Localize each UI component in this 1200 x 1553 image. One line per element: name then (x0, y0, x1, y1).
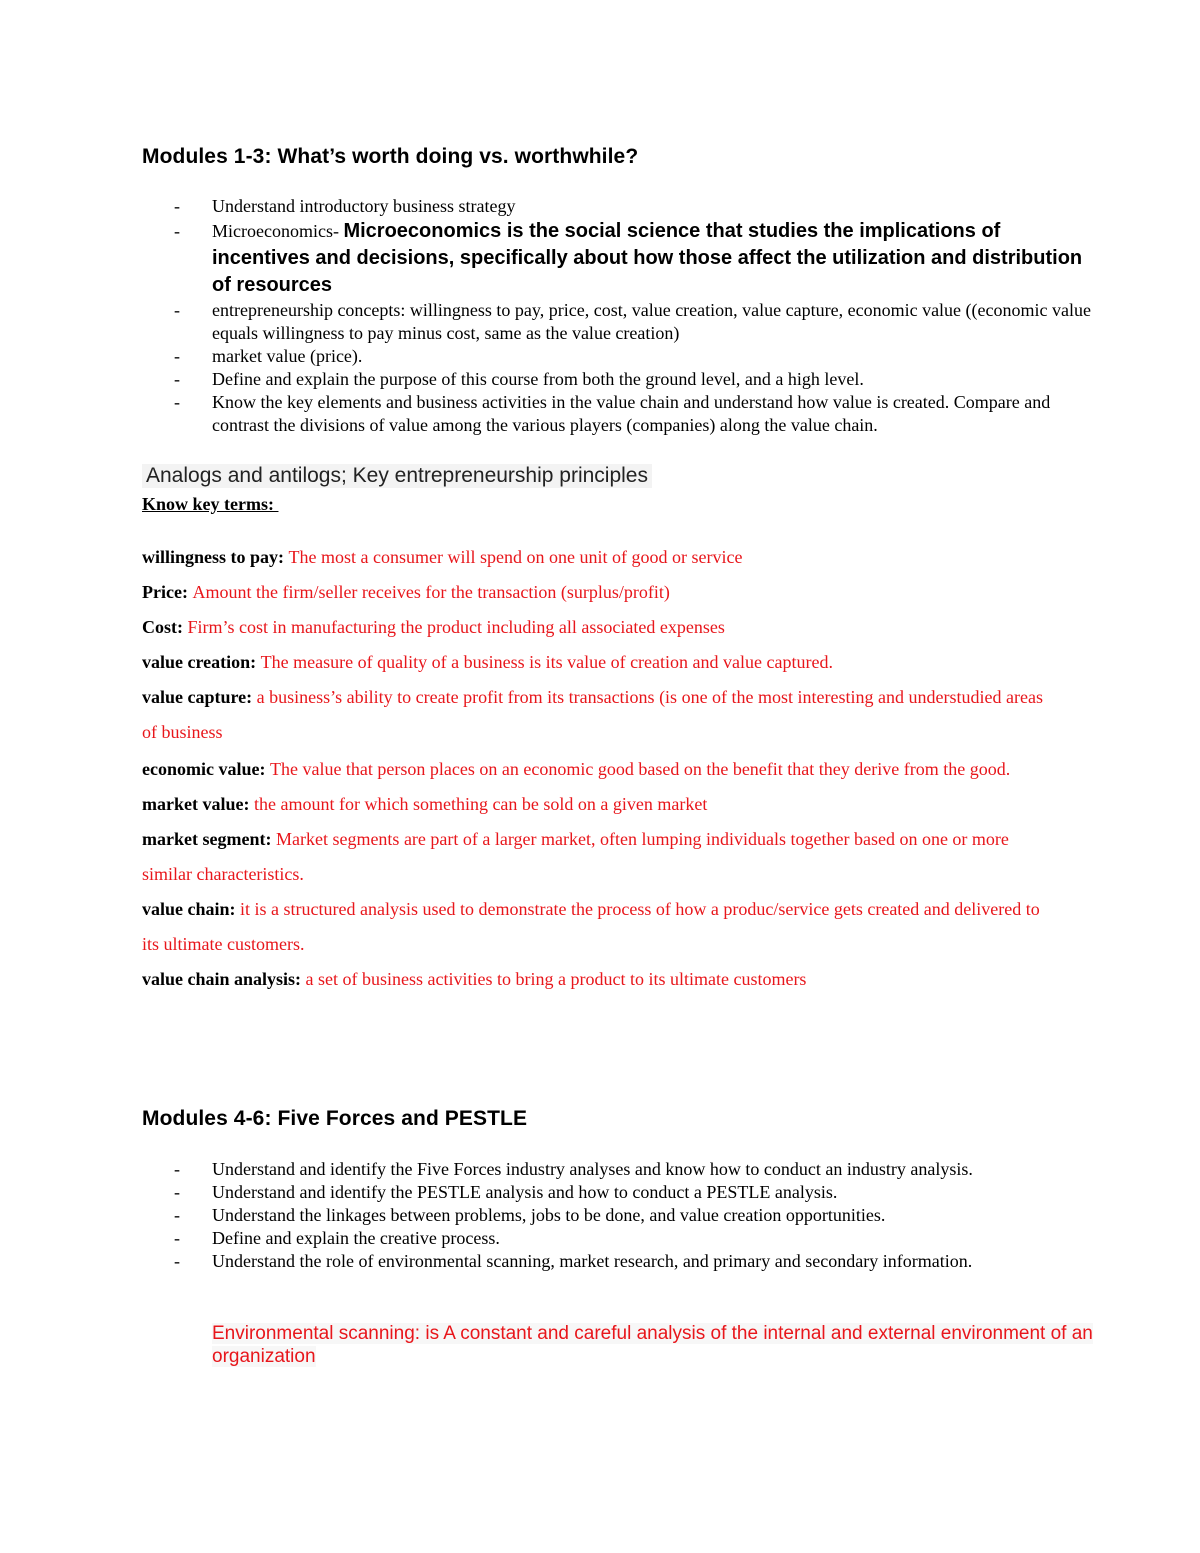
term-entry (142, 540, 1052, 575)
term-definition: a set of business activities to bring a product to its ultimate customers (305, 969, 807, 989)
analogs-subheading: Analogs and antilogs; Key entrepreneurship principles (142, 464, 652, 488)
term-definition: The most a consumer will spend on one unit of good or service (288, 547, 743, 567)
section2-heading: Modules 4-6: Five Forces and PESTLE (142, 1107, 528, 1130)
bullet-text: Understand and identify the Five Forces industry analyses and know how to conduct an industry analysis. (212, 1159, 973, 1179)
list-item (174, 299, 1092, 345)
bullet-text: entrepreneurship concepts: willingness to pay, price, cost, value creation, value capture, economic value ((economic value equals willingness to pay minus cost, same as the value creation) (212, 300, 1091, 343)
term-entry (142, 752, 1052, 787)
term-label: value creation: (142, 652, 261, 672)
list-item (174, 1204, 1092, 1227)
term-label: economic value: (142, 759, 270, 779)
list-item (174, 218, 1092, 299)
term-label: value chain: (142, 899, 241, 919)
list-item (174, 391, 1092, 437)
list-item (174, 1250, 1092, 1273)
bullet-dash: - (174, 196, 180, 216)
term-entry (142, 575, 1052, 610)
bullet-text: Understand introductory business strategy (212, 196, 516, 216)
list-item (174, 345, 1092, 368)
term-definition: Firm’s cost in manufacturing the product including all associated expenses (187, 617, 725, 637)
bullet-text: Understand the role of environmental scanning, market research, and primary and secondary information. (212, 1251, 973, 1271)
term-label: Cost: (142, 617, 188, 637)
section1-bullet-list (174, 195, 1092, 437)
term-label: market segment: (142, 829, 276, 849)
term-entry (142, 822, 1052, 892)
bullet-dash: - (174, 1251, 180, 1271)
environmental-scanning-text: Environmental scanning: is A constant and careful analysis of the internal and external environment of an organization (212, 1323, 1093, 1367)
bullet-dash: - (174, 1159, 180, 1179)
bullet-dash: - (174, 1228, 180, 1248)
term-label: value capture: (142, 687, 257, 707)
term-label: market value: (142, 794, 254, 814)
term-definition: it is a structured analysis used to demonstrate the process of how a produc/service gets created and delivered to its ultimate customers. (142, 899, 1040, 954)
term-entry (142, 787, 1052, 822)
list-item (174, 1181, 1092, 1204)
term-entry (142, 892, 1052, 962)
term-definition: The value that person places on an economic good based on the benefit that they derive from the good. (269, 759, 1011, 779)
bullet-text: Define and explain the creative process. (212, 1228, 500, 1248)
know-key-terms-heading: Know key terms: (142, 494, 279, 514)
list-item (174, 1158, 1092, 1181)
bullet-dash: - (174, 392, 180, 412)
bullet-dash: - (174, 1182, 180, 1202)
term-definition: The measure of quality of a business is its value of creation and value captured. (260, 652, 833, 672)
bullet-text: Understand the linkages between problems, jobs to be done, and value creation opportunities. (212, 1205, 886, 1225)
term-definition: Amount the firm/seller receives for the transaction (surplus/profit) (192, 582, 670, 602)
bullet-text: Define and explain the purpose of this course from both the ground level, and a high level. (212, 369, 864, 389)
term-entry (142, 610, 1052, 645)
term-label: willingness to pay: (142, 547, 289, 567)
bullet-dash: - (174, 221, 180, 241)
term-definition: Market segments are part of a larger market, often lumping individuals together based on one or more similar characteristics. (142, 829, 1009, 884)
term-definition: a business’s ability to create profit from its transactions (is one of the most interesting and understudied areas of business (142, 687, 1043, 742)
microeconomics-definition: Microeconomics is the social science that studies the implications of incentives and decisions, specifically about how those affect the utilization and distribution of resources (212, 220, 1083, 296)
bullet-text: Know the key elements and business activities in the value chain and understand how value is created. Compare and contrast the divisions of value among the various players (companies) along the value chain. (212, 392, 1051, 435)
environmental-scanning-note (212, 1322, 1142, 1368)
term-entry (142, 645, 1052, 680)
bullet-dash: - (174, 1205, 180, 1225)
term-label: value chain analysis: (142, 969, 306, 989)
bullet-text: Understand and identify the PESTLE analysis and how to conduct a PESTLE analysis. (212, 1182, 838, 1202)
bullet-dash: - (174, 300, 180, 320)
term-definition: the amount for which something can be sold on a given market (253, 794, 708, 814)
list-item (174, 195, 1092, 218)
term-entry (142, 680, 1052, 750)
bullet-text: market value (price). (212, 346, 363, 366)
term-label: Price: (142, 582, 193, 602)
bullet-dash: - (174, 369, 180, 389)
term-entry (142, 962, 1052, 997)
bullet-text-prefix: Microeconomics- (212, 221, 344, 241)
list-item (174, 368, 1092, 391)
bullet-dash: - (174, 346, 180, 366)
section2-bullet-list (174, 1158, 1092, 1273)
list-item (174, 1227, 1092, 1250)
section1-heading: Modules 1-3: What’s worth doing vs. worthwhile? (142, 145, 639, 168)
key-terms-list (142, 540, 1052, 997)
